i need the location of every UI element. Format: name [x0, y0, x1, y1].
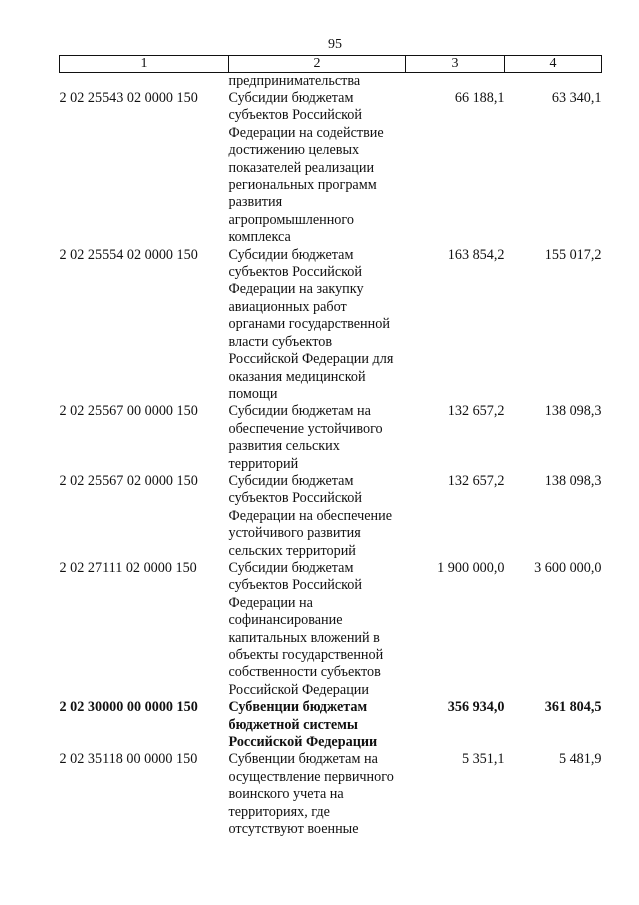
continuation-row	[60, 73, 602, 91]
row-name: Субсидии бюджетам субъектов Российской Федерации на обеспечение устойчивого развития сельских территорий	[228, 472, 393, 559]
row-col4-value: 155 017,2	[544, 246, 602, 263]
row-col4-value: 361 804,5	[544, 699, 602, 716]
row-col3-value: 132 657,2	[447, 472, 505, 489]
row-name: Субвенции бюджетам на осуществление первичного воинского учета на территориях, где отсутствуют военные	[228, 751, 394, 838]
table-row	[60, 560, 602, 699]
row-code: 2 02 25567 02 0000 150	[59, 472, 198, 489]
row-code: 2 02 30000 00 0000 150	[59, 699, 198, 716]
row-name: Субсидии бюджетам на обеспечение устойчивого развития сельских территорий	[228, 403, 383, 472]
table-row	[60, 751, 602, 838]
continuation-col3-cell	[406, 73, 505, 91]
row-code: 2 02 25554 02 0000 150	[59, 246, 198, 263]
table-row	[60, 473, 602, 560]
row-col4-value: 138 098,3	[544, 472, 602, 489]
header-col-3: 3	[406, 56, 505, 73]
row-code: 2 02 27111 02 0000 150	[59, 559, 197, 576]
table-row-section-total	[60, 699, 602, 751]
row-col4-value: 138 098,3	[544, 403, 602, 420]
continuation-col4-cell	[505, 73, 602, 91]
row-name: Субвенции бюджетам бюджетной системы Российской Федерации	[228, 699, 378, 751]
row-name: Субсидии бюджетам субъектов Российской Федерации на закупку авиационных работ органами государственной власти субъектов Российской Федерации для оказания медицинской помощи	[228, 246, 394, 402]
row-col3-value: 356 934,0	[447, 699, 505, 716]
row-col3-value: 66 188,1	[454, 90, 505, 106]
row-col3-value: 163 854,2	[447, 246, 505, 263]
table-row	[60, 90, 602, 247]
header-col-1: 1	[60, 56, 229, 73]
row-code: 2 02 35118 00 0000 150	[59, 751, 198, 768]
table-row	[60, 247, 602, 404]
row-code: 2 02 25543 02 0000 150	[59, 90, 198, 106]
table-header-row	[60, 56, 602, 73]
continuation-code-cell	[60, 73, 229, 91]
row-col4-value: 5 481,9	[558, 751, 602, 768]
table-row	[60, 403, 602, 473]
row-code: 2 02 25567 00 0000 150	[59, 403, 198, 420]
row-col3-value: 5 351,1	[461, 751, 505, 768]
page-number: 95	[328, 37, 342, 52]
header-col-2: 2	[229, 56, 406, 73]
row-col4-value: 3 600 000,0	[534, 559, 602, 576]
row-name: Субсидии бюджетам субъектов Российской Федерации на содействие достижению целевых показателей реализации региональных программ развития агропромышленного комплекса	[228, 90, 384, 246]
row-col3-value: 132 657,2	[447, 403, 505, 420]
row-name: Субсидии бюджетам субъектов Российской Федерации на софинансирование капитальных вложений в объекты государственной собственности субъектов Российской Федерации	[228, 559, 384, 698]
header-col-4: 4	[505, 56, 602, 73]
row-col3-value: 1 900 000,0	[437, 559, 505, 576]
budget-table	[59, 55, 602, 838]
continuation-text: предпринимательства	[228, 73, 361, 89]
row-col4-value: 63 340,1	[551, 90, 602, 106]
